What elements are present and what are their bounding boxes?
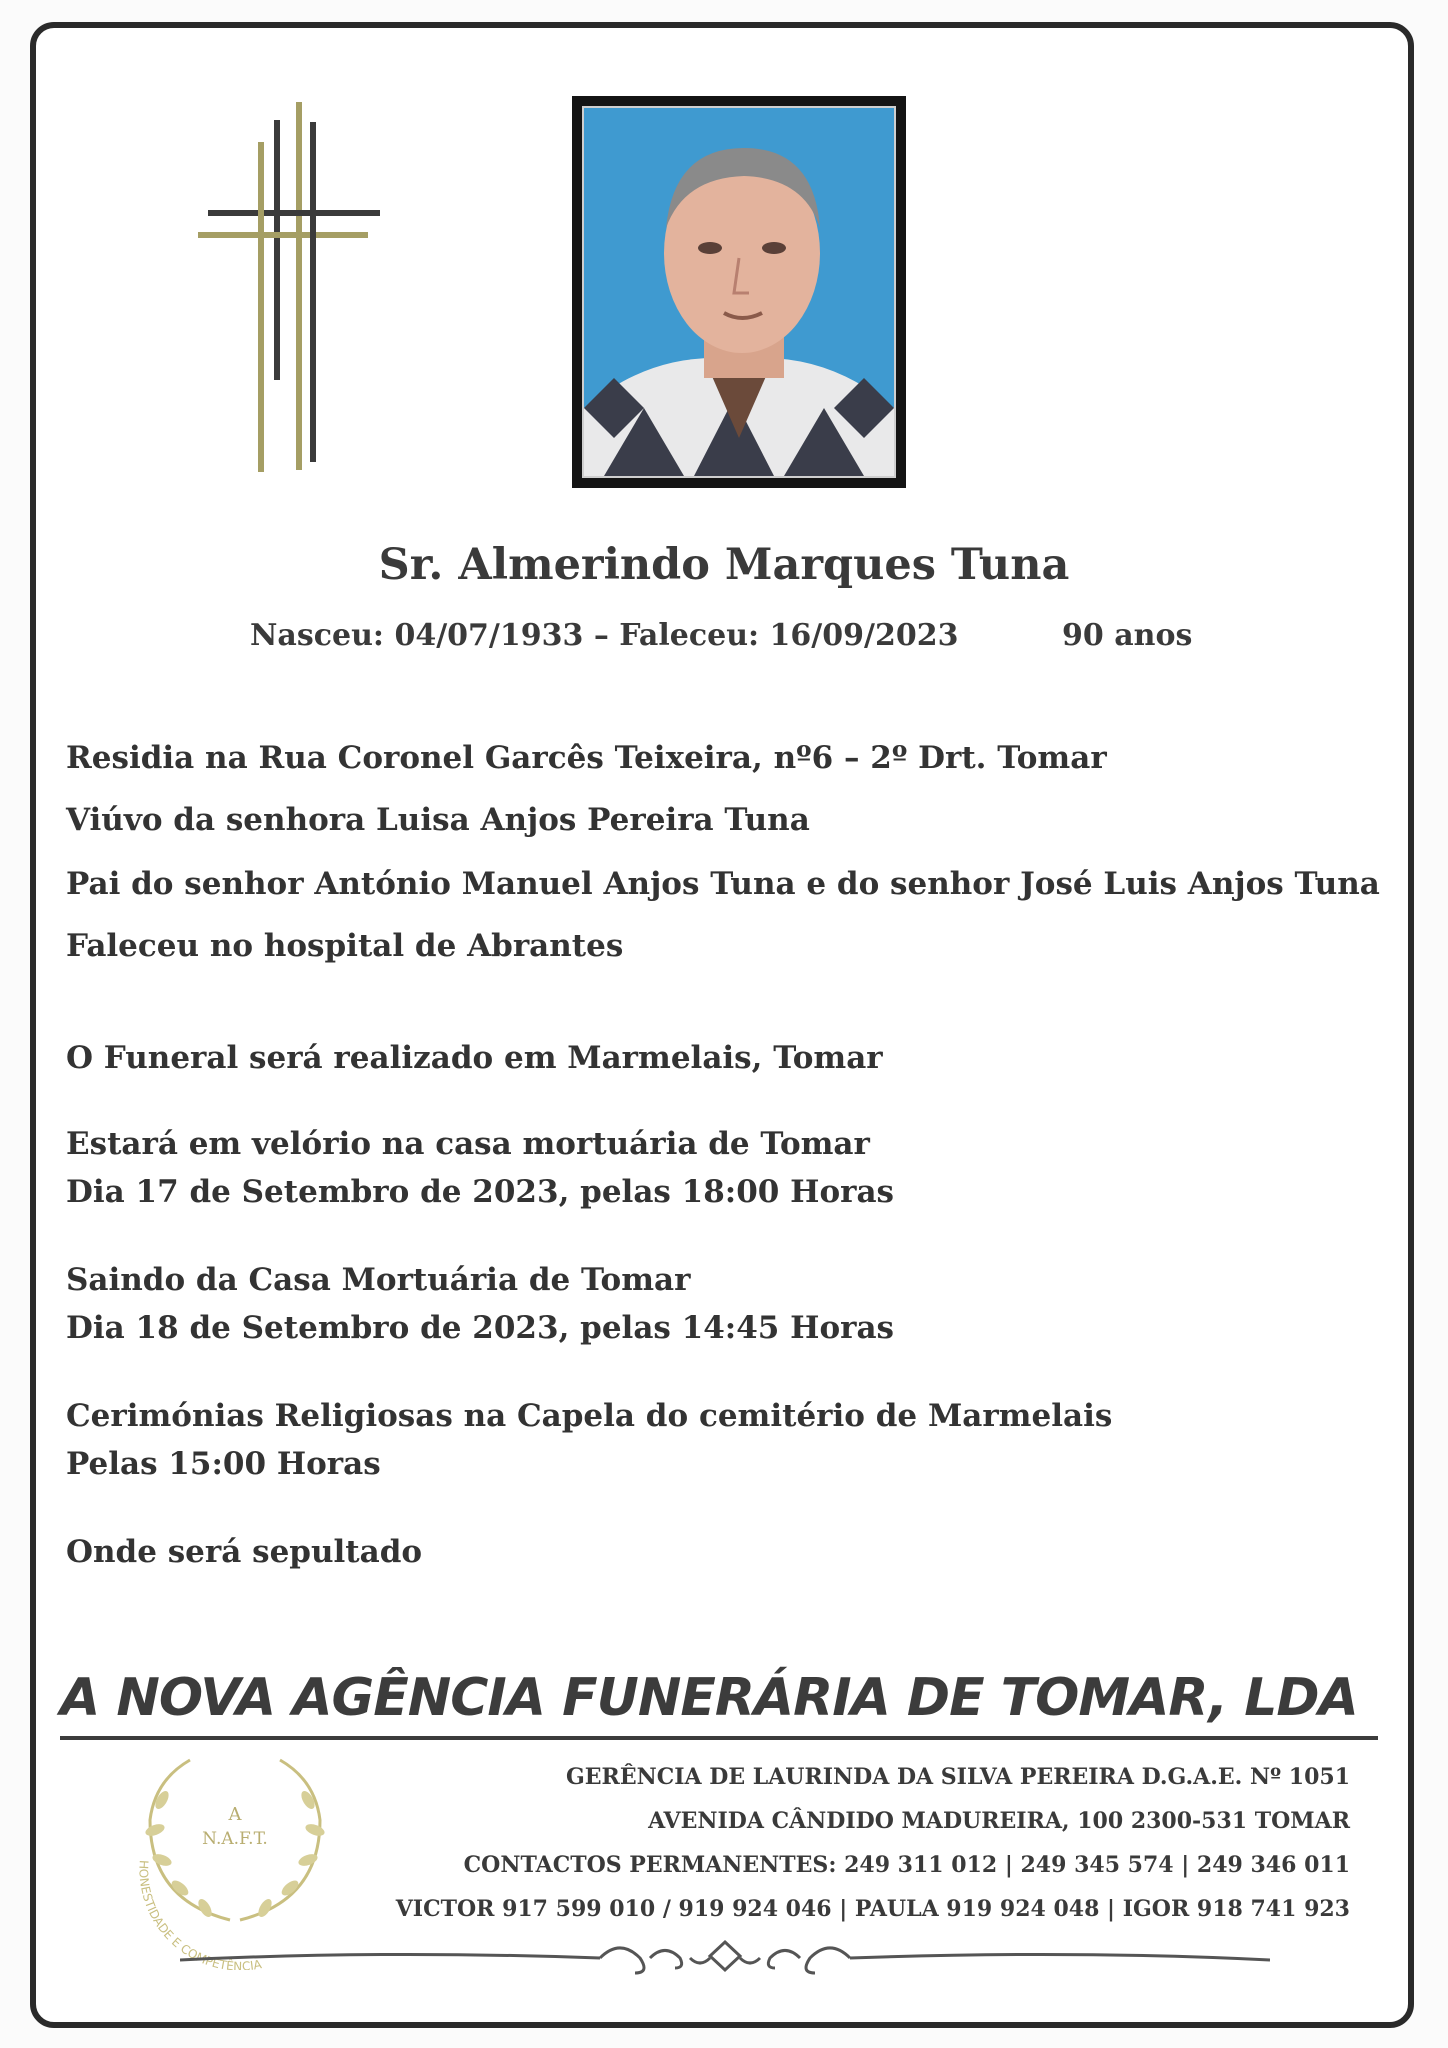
died-label: Faleceu:	[619, 618, 760, 653]
agency-address: AVENIDA CÂNDIDO MADUREIRA, 100 2300-531 TOMAR	[648, 1808, 1350, 1834]
detail-father: Pai do senhor António Manuel Anjos Tuna e do senhor José Luis Anjos Tuna	[66, 866, 1380, 902]
agency-staff-contacts: VICTOR 917 599 010 / 919 924 046 | PAULA 919 924 048 | IGOR 918 741 923	[395, 1896, 1350, 1922]
deceased-name: Sr. Almerindo Marques Tuna	[378, 540, 1070, 590]
cross-icon	[198, 102, 380, 472]
detail-death-place: Faleceu no hospital de Abrantes	[66, 928, 624, 964]
life-dates	[250, 618, 1193, 653]
detail-widower: Viúvo da senhora Luisa Anjos Pereira Tuna	[66, 802, 810, 838]
agency-contacts: CONTACTOS PERMANENTES: 249 311 012 | 249 345 574 | 249 346 011	[463, 1852, 1350, 1878]
portrait-image	[584, 108, 894, 476]
wake-line-2: Dia 17 de Setembro de 2023, pelas 18:00 Horas	[66, 1174, 895, 1210]
wake-line-1: Estará em velório na casa mortuária de Tomar	[66, 1126, 870, 1162]
logo-motto: HONESTIDADE E COMPETÊNCIA	[136, 1859, 263, 1970]
burial-line: Onde será sepultado	[66, 1534, 423, 1570]
agency-management: GERÊNCIA DE LAURINDA DA SILVA PEREIRA D.G.A.E. Nº 1051	[566, 1764, 1350, 1790]
ceremony-line-1: Cerimónias Religiosas na Capela do cemitério de Marmelais	[66, 1398, 1113, 1434]
age: 90 anos	[1062, 618, 1193, 653]
funeral-location: O Funeral será realizado em Marmelais, Tomar	[66, 1040, 883, 1076]
departure-line-1: Saindo da Casa Mortuária de Tomar	[66, 1262, 691, 1298]
departure-line-2: Dia 18 de Setembro de 2023, pelas 14:45 Horas	[66, 1310, 895, 1346]
portrait-photo	[572, 96, 906, 488]
agency-name: A NOVA AGÊNCIA FUNERÁRIA DE TOMAR, LDA	[60, 1668, 1358, 1728]
born-label: Nasceu:	[250, 618, 384, 653]
logo-acronym: N.A.F.T.	[202, 1829, 268, 1849]
died-date: 16/09/2023	[769, 618, 959, 653]
logo-letter: A	[228, 1804, 242, 1825]
born-date: 04/07/1933	[394, 618, 584, 653]
date-separator: –	[593, 618, 609, 653]
flourish-ornament	[180, 1928, 1270, 1988]
detail-residence: Residia na Rua Coronel Garcês Teixeira, nº6 – 2º Drt. Tomar	[66, 740, 1107, 776]
ceremony-line-2: Pelas 15:00 Horas	[66, 1446, 381, 1482]
